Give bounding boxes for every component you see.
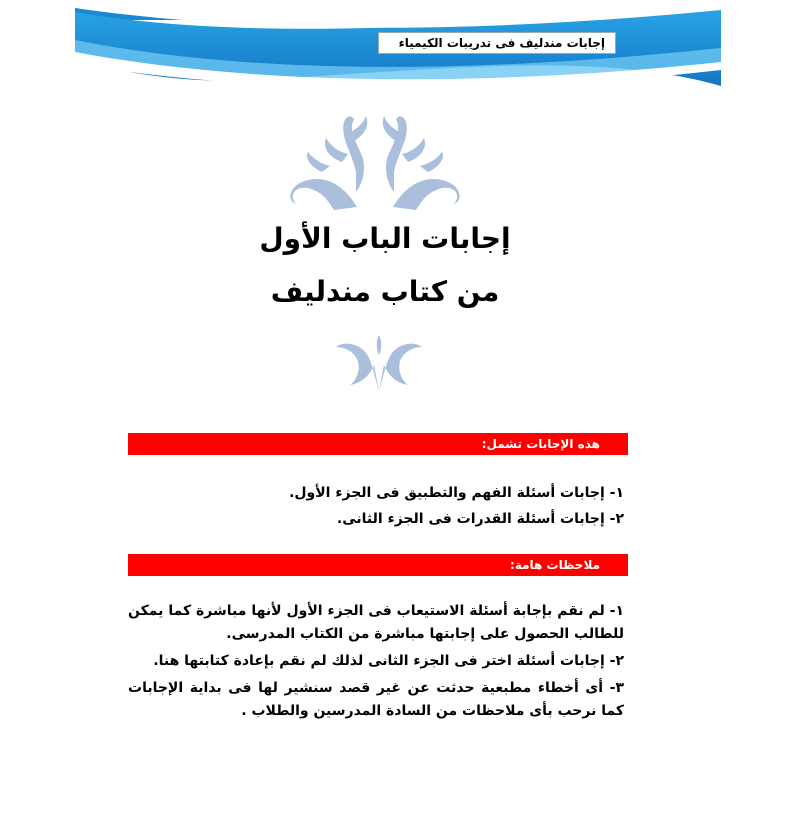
includes-list xyxy=(224,480,624,532)
list-item: ١- لم نقم بإجابة أسئلة الاستيعاب فى الجزء الأول لأنها مباشرة كما يمكن للطالب الحصول على إجابتها مباشرة من الكتاب المدرسى. xyxy=(128,603,624,642)
page-header-band xyxy=(75,0,721,86)
main-title-line-1: إجابات الباب الأول xyxy=(259,222,511,255)
header-title-label: إجابات مندليف فى تدريبات الكيمياء xyxy=(378,32,616,54)
list-item: ٢- إجابات أسئلة اختر فى الجزء الثانى لذلك لم نقم بإعادة كتابتها هنا. xyxy=(153,653,624,669)
list-item: ٣- أى أخطاء مطبعية حدثت عن غير قصد سنشير لها فى بداية الإجابات كما نرحب بأى ملاحظات من السادة المدرسين والطلاب . xyxy=(128,680,624,719)
top-floral-ornament-icon xyxy=(282,112,468,210)
main-title-line-2: من كتاب مندليف xyxy=(270,275,500,308)
section-heading-notes: ملاحظات هامة: xyxy=(128,554,628,576)
section-heading-includes: هذه الإجابات تشمل: xyxy=(128,433,628,455)
notes-list xyxy=(128,600,624,727)
bottom-floral-ornament-icon xyxy=(336,335,422,391)
list-item: ٢- إجابات أسئلة القدرات فى الجزء الثانى. xyxy=(336,511,624,527)
list-item: ١- إجابات أسئلة الفهم والتطبيق فى الجزء الأول. xyxy=(289,485,624,501)
